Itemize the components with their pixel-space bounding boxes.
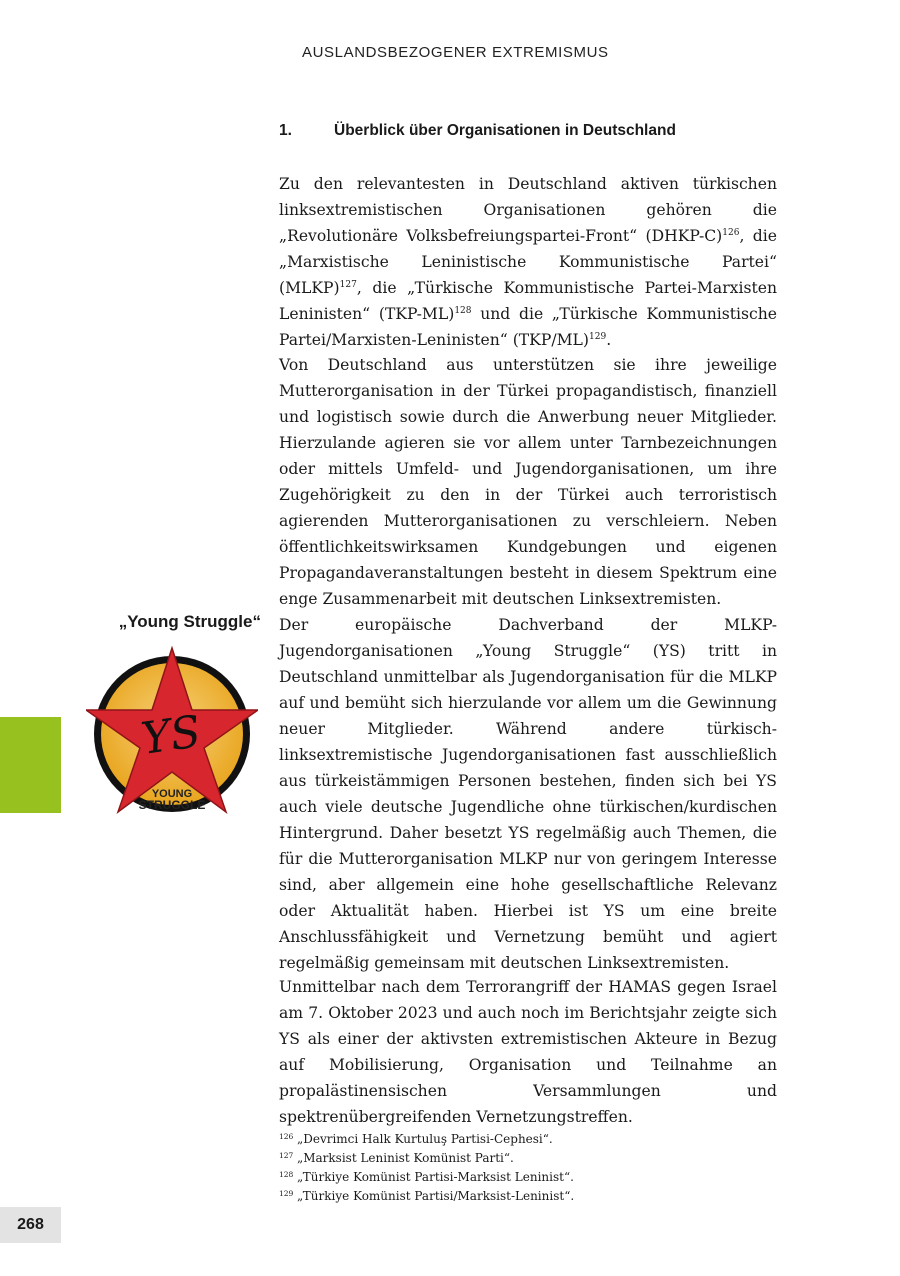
footnote-ref-129[interactable]: 129 [589, 332, 607, 342]
paragraph-organisations [279, 171, 777, 353]
p1-text-4: und die „Türkische Kommunistische Partei/Marxisten-Leninisten“ (TKP/ML) [279, 305, 777, 349]
logo-ys-text: YS [138, 706, 204, 765]
footnote-ref-127[interactable]: 127 [339, 280, 357, 290]
p1-text-2: , die „Marxistische Leninistische Kommunistische Partei“ (MLKP) [279, 227, 777, 297]
paragraph-young-struggle: Der europäische Dachverband der MLKP-Jugendorganisationen „Young Struggle“ (YS) tritt in Deutschland unmittelbar als Jugendorganisation für die MLKP auf und bemüht sich hierzulande vor allem um die Gewinnung neuer Mitglieder. Während andere türkisch-linksextremistische Jugendorganisationen fast ausschließlich aus türkeistämmigen Personen bestehen, finden sich bei YS auch viele deutsche Jugendliche ohne türkischen/kurdischen Hintergrund. Daher besetzt YS regelmäßig auch Themen, die für die Mutterorganisation MLKP nur von geringem Interesse sind, aber allgemein eine hohe gesellschaftliche Relevanz oder Aktualität haben. Hierbei ist YS um eine breite Anschlussfähigkeit und Vernetzung bemüht und agiert regelmäßig gemeinsam mit deutschen Linksextremisten. [279, 616, 777, 972]
young-struggle-logo [86, 646, 258, 814]
page-number: 268 [0, 1207, 61, 1243]
margin-heading-young-struggle: „Young Struggle“ [118, 612, 261, 631]
p1-text-1: Zu den relevantesten in Deutschland aktiven türkischen linksextremistischen Organisationen gehören die „Revolutionäre Volksbefreiungspartei-Front“ (DHKP-C) [279, 175, 777, 245]
logo-struggle-text: STRUGGLE [138, 798, 206, 812]
footnote-text: „Türkiye Komünist Partisi/Marksist-Leninist“. [297, 1189, 575, 1203]
footnote-text: „Marksist Leninist Komünist Parti“. [297, 1151, 514, 1165]
footnote: 129 „Türkiye Komünist Partisi/Marksist-Leninist“. [279, 1189, 575, 1203]
section-heading [279, 122, 676, 140]
section-title: Überblick über Organisationen in Deutschland [334, 122, 676, 139]
paragraph-support: Von Deutschland aus unterstützen sie ihre jeweilige Mutterorganisation in der Türkei propagandistisch, finanziell und logistisch sowie durch die Anwerbung neuer Mitglieder. Hierzulande agieren sie vor allem unter Tarnbezeichnungen oder mittels Umfeld- und Jugendorganisationen, um ihre Zugehörigkeit zu den in der Türkei auch terroristisch agierenden Mutterorganisationen zu verschleiern. Neben öffentlichkeitswirksamen Kundgebungen und eigenen Propagandaveranstaltungen besteht in diesem Spektrum eine enge Zusammenarbeit mit deutschen Linksextremisten. [279, 356, 777, 608]
footnote-text: „Türkiye Komünist Partisi-Marksist Leninist“. [297, 1170, 574, 1184]
footnote: 128 „Türkiye Komünist Partisi-Marksist Leninist“. [279, 1170, 574, 1184]
footnote-ref-128[interactable]: 128 [454, 306, 472, 316]
section-number: 1. [279, 122, 292, 139]
footnote-text: „Devrimci Halk Kurtuluş Partisi-Cephesi“. [297, 1132, 553, 1146]
running-header: AUSLANDSBEZOGENER EXTREMISMUS [302, 44, 609, 61]
footnote: 126 „Devrimci Halk Kurtuluş Partisi-Cephesi“. [279, 1132, 553, 1146]
p1-text-3: , die „Türkische Kommunistische Partei-Marxisten Leninisten“ (TKP-ML) [279, 279, 777, 323]
paragraph-hamas: Unmittelbar nach dem Terrorangriff der HAMAS gegen Israel am 7. Oktober 2023 und auch noch im Berichtsjahr zeigte sich YS als einer der aktivsten extremistischen Akteure in Bezug auf Mobilisierung, Organisation und Teilnahme an propalästinensischen Versammlungen und spektrenübergreifenden Vernetzungstreffen. [279, 978, 777, 1126]
p1-text-5: . [606, 331, 612, 349]
chapter-color-tab [0, 717, 61, 813]
footnotes [279, 1130, 779, 1206]
footnote: 127 „Marksist Leninist Komünist Parti“. [279, 1151, 514, 1165]
logo-young-text: YOUNG [151, 788, 193, 800]
footnote-ref-126[interactable]: 126 [722, 228, 740, 238]
